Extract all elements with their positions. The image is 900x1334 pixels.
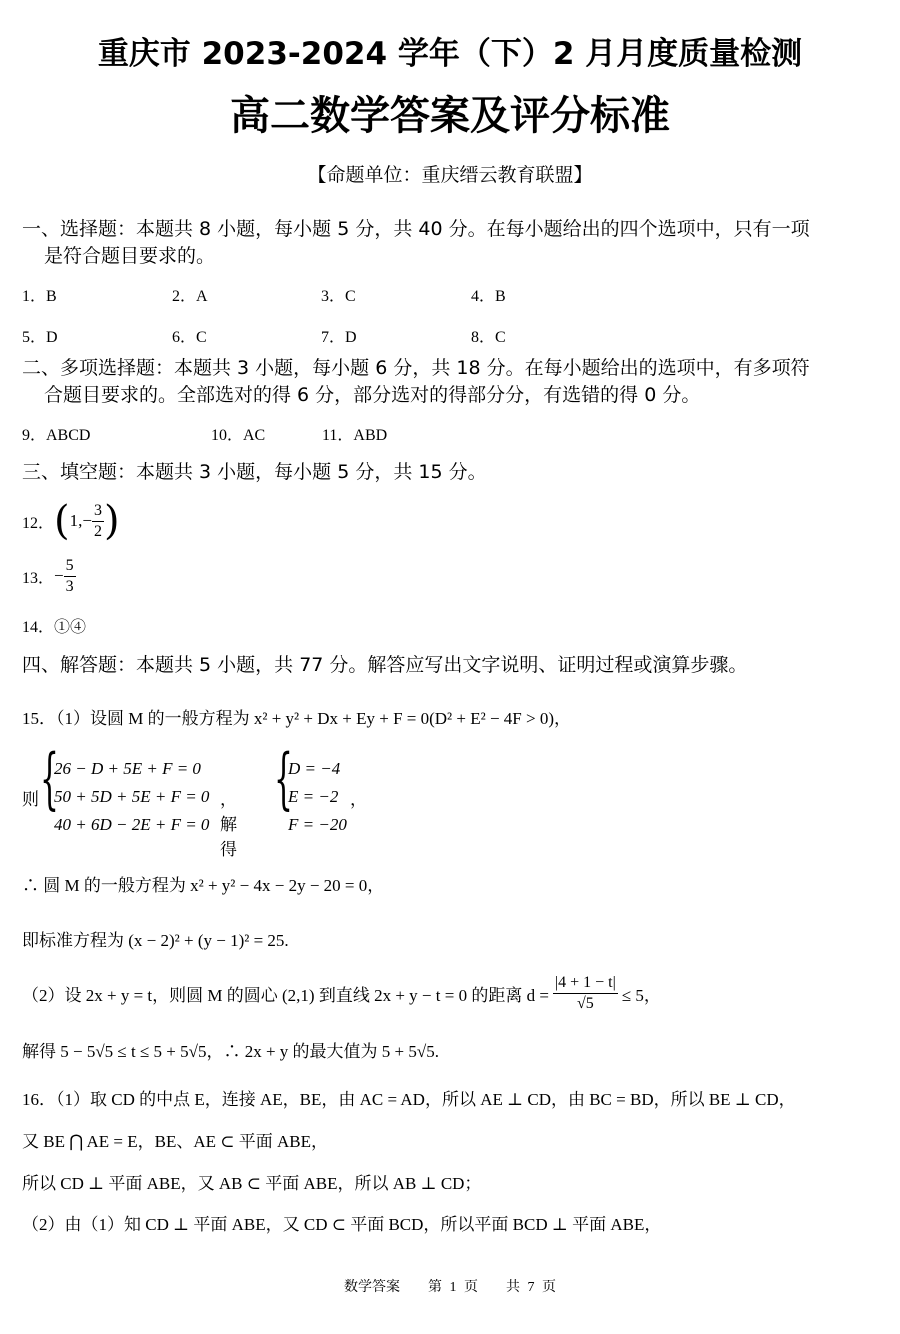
answer-11: 11．ABD — [322, 427, 388, 444]
answer-12 — [22, 496, 120, 546]
title-line1: 重庆市 2023-2024 学年（下）2 月月度质量检测 — [97, 36, 803, 72]
page-footer: 数学答案 第 1 页 共 7 页 — [344, 1280, 556, 1295]
fraction-denominator: 3 — [65, 577, 74, 595]
q15-part2-post: ≤ 5， — [621, 985, 661, 1005]
system1-eq2: 50 + 5D + 5E + F = 0 — [54, 787, 210, 806]
question-unit: 【命题单位：重庆缙云教育联盟】 — [307, 165, 593, 186]
q15-part2 — [22, 968, 661, 1018]
answer-5: 5．D — [22, 329, 58, 346]
brace-icon: { — [274, 740, 293, 817]
answer-12-value: 1,− — [69, 511, 92, 530]
section1-heading-line1: 一、选择题：本题共 8 小题，每小题 5 分，共 40 分。在每小题给出的四个选项中，只有一项 — [22, 218, 810, 240]
fraction-5-3 — [64, 556, 76, 597]
fraction-numerator: |4 + 1 − t| — [553, 973, 618, 994]
section1-heading-line2: 是符合题目要求的。 — [44, 245, 216, 267]
answer-2: 2．A — [172, 288, 208, 305]
system1-eq3: 40 + 6D − 2E + F = 0 — [54, 815, 210, 834]
section2-heading-line1: 二、多项选择题：本题共 3 小题，每小题 6 分，共 18 分。在每小题给出的选项中，有多项符 — [22, 357, 810, 379]
q16-line1: 16．（1）取 CD 的中点 E，连接 AE，BE，由 AC = AD，所以 AE ⊥ CD，由 BC = BD，所以 BE ⊥ CD， — [22, 1090, 796, 1109]
answer-1: 1．B — [22, 288, 57, 305]
fraction-3-2 — [92, 501, 104, 542]
q15-part2-pre: （2）设 2x + y = t，则圆 M 的圆心 (2,1) 到直线 2x + y − t = 0 的距离 d = — [22, 985, 549, 1005]
title-line2: 高二数学答案及评分标准 — [230, 93, 670, 139]
answer-9: 9．ABCD — [22, 427, 91, 444]
q15-standard-equation: 即标准方程为 (x − 2)² + (y − 1)² = 25. — [22, 931, 289, 950]
paren-left: ( — [54, 498, 70, 544]
answer-8: 8．C — [471, 329, 506, 346]
answer-13-label: 13． — [22, 569, 55, 587]
answer-3: 3．C — [321, 288, 356, 305]
answer-12-label: 12． — [22, 514, 55, 532]
q15-solve: ，解得 — [220, 790, 237, 859]
answer-13-sign: − — [54, 566, 64, 585]
q15-then: 则 — [22, 790, 39, 809]
q16-line4: （2）由（1）知 CD ⊥ 平面 ABE，又 CD ⊂ 平面 BCD，所以平面 BCD ⊥ 平面 ABE， — [22, 1215, 662, 1234]
system1-eq1: 26 − D + 5E + F = 0 — [54, 759, 201, 778]
paren-right: ) — [103, 498, 120, 544]
section4-heading: 四、解答题：本题共 5 小题，共 77 分。解答应写出文字说明、证明过程或演算步骤。 — [22, 654, 748, 676]
fraction-denominator: √5 — [576, 994, 594, 1012]
fraction-denominator: 2 — [93, 522, 102, 540]
answer-10: 10．AC — [211, 427, 266, 444]
answer-6: 6．C — [172, 329, 207, 346]
distance-fraction — [553, 973, 618, 1014]
brace-icon: { — [40, 740, 59, 817]
answer-7: 7．D — [321, 329, 357, 346]
answer-14: 14．①④ — [22, 619, 87, 636]
q16-line2: 又 BE ⋂ AE = E，BE、AE ⊂ 平面 ABE， — [22, 1132, 328, 1151]
q15-general-equation: ∴ 圆 M 的一般方程为 x² + y² − 4x − 2y − 20 = 0， — [22, 876, 385, 895]
section3-heading: 三、填空题：本题共 3 小题，每小题 5 分，共 15 分。 — [22, 461, 487, 483]
answer-4: 4．B — [471, 288, 506, 305]
system1 — [54, 755, 209, 839]
q15-part2-result: 解得 5 − 5√5 ≤ t ≤ 5 + 5√5，∴ 2x + y 的最大值为 5 + 5√5. — [22, 1042, 439, 1061]
section2-heading-line2: 合题目要求的。全部选对的得 6 分，部分选对的得部分分，有选错的得 0 分。 — [44, 384, 701, 406]
fraction-numerator: 3 — [92, 501, 104, 522]
fraction-numerator: 5 — [64, 556, 76, 577]
system2-eq3: F = −20 — [288, 815, 347, 834]
q15-sys-tail: ， — [350, 790, 367, 809]
system2-eq2: E = −2 — [288, 787, 339, 806]
q16-line3: 所以 CD ⊥ 平面 ABE，又 AB ⊂ 平面 ABE，所以 AB ⊥ CD； — [22, 1174, 482, 1193]
system2 — [288, 755, 347, 839]
answer-13 — [22, 553, 76, 599]
system2-eq1: D = −4 — [288, 759, 341, 778]
q15-part1-intro: 15．（1）设圆 M 的一般方程为 x² + y² + Dx + Ey + F = 0(D² + E² − 4F > 0)， — [22, 709, 572, 728]
